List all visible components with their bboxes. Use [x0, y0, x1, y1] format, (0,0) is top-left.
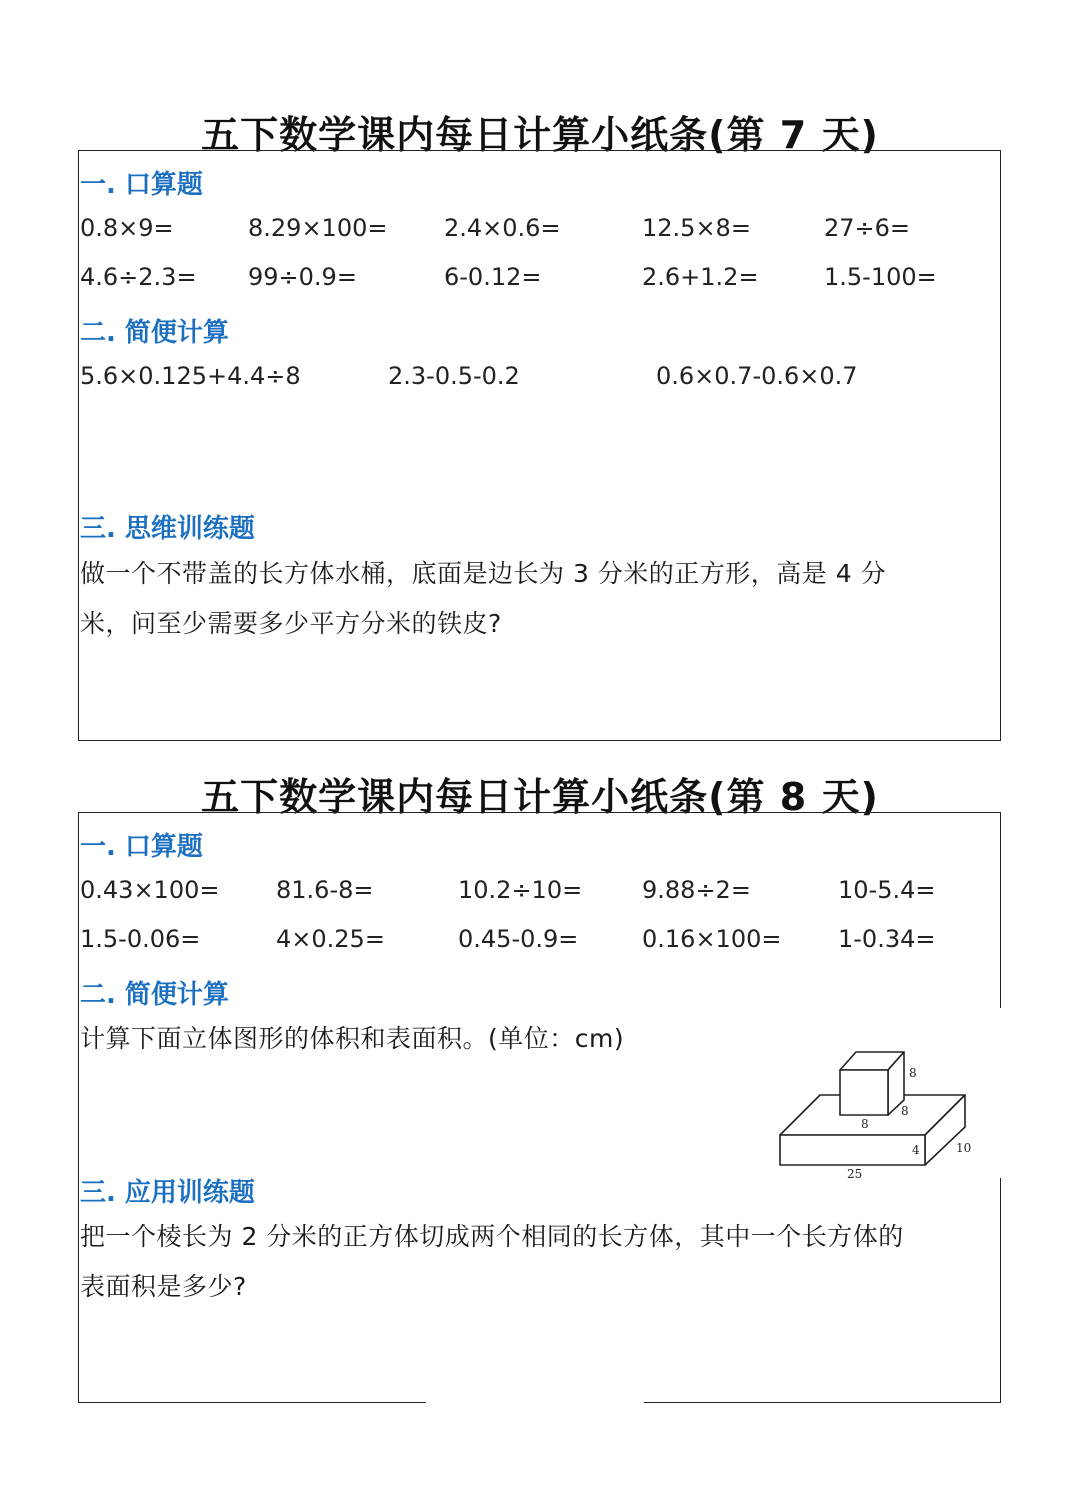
oral-item: 12.5×8=	[642, 214, 751, 242]
oral-item: 1-0.34=	[838, 925, 936, 953]
day7-problem	[80, 549, 1000, 649]
oral-item: 2.6+1.2=	[642, 263, 759, 291]
oral-item: 0.45-0.9=	[458, 925, 579, 953]
label-base-length: 25	[847, 1167, 863, 1181]
day8-oral-row-1	[80, 876, 1000, 910]
oral-item: 6-0.12=	[444, 263, 542, 291]
oral-item: 10-5.4=	[838, 876, 936, 904]
day8-problem	[80, 1212, 1000, 1312]
simple-item: 0.6×0.7-0.6×0.7	[656, 362, 858, 390]
problem-line: 米，问至少需要多少平方分米的铁皮?	[80, 609, 502, 638]
day8-title: 五下数学课内每日计算小纸条(第 8 天)	[201, 775, 879, 819]
oral-item: 99÷0.9=	[248, 263, 357, 291]
day7-title: 五下数学课内每日计算小纸条(第 7 天)	[201, 113, 879, 157]
day7-section-oral: 一. 口算题	[80, 170, 203, 200]
oral-item: 4×0.25=	[276, 925, 385, 953]
oral-item: 1.5-0.06=	[80, 925, 201, 953]
label-cube-depth: 8	[901, 1104, 909, 1118]
oral-item: 0.16×100=	[642, 925, 782, 953]
oral-item: 10.2÷10=	[458, 876, 583, 904]
day7-section-thinking: 三. 思维训练题	[80, 514, 255, 544]
oral-item: 4.6÷2.3=	[80, 263, 197, 291]
day8-section-applied: 三. 应用训练题	[80, 1178, 255, 1208]
cube-front-face	[840, 1070, 888, 1115]
oral-item: 2.4×0.6=	[444, 214, 561, 242]
day8-instruction: 计算下面立体图形的体积和表面积。(单位：cm)	[80, 1024, 625, 1053]
simple-item: 5.6×0.125+4.4÷8	[80, 362, 301, 390]
problem-line: 把一个棱长为 2 分米的正方体切成两个相同的长方体，其中一个长方体的	[80, 1222, 904, 1251]
day7-simple-row	[80, 362, 1000, 396]
day8-oral-row-2	[80, 925, 1000, 959]
label-base-depth: 10	[956, 1141, 972, 1155]
solid-figure-diagram	[770, 1040, 990, 1190]
day8-section-simple: 二. 简便计算	[80, 980, 229, 1010]
label-cube-height: 8	[909, 1066, 917, 1080]
day7-oral-row-1	[80, 214, 1000, 248]
label-cube-width: 8	[861, 1117, 869, 1131]
day7-section-simple: 二. 简便计算	[80, 318, 229, 348]
oral-item: 1.5-100=	[824, 263, 937, 291]
oral-item: 0.8×9=	[80, 214, 174, 242]
border-gap	[426, 1395, 644, 1407]
base-front-face	[780, 1135, 925, 1165]
oral-item: 81.6-8=	[276, 876, 374, 904]
day7-oral-row-2	[80, 263, 1000, 297]
simple-item: 2.3-0.5-0.2	[388, 362, 520, 390]
oral-item: 8.29×100=	[248, 214, 388, 242]
label-base-height: 4	[912, 1143, 920, 1157]
problem-line: 做一个不带盖的长方体水桶，底面是边长为 3 分米的正方形，高是 4 分	[80, 559, 887, 588]
oral-item: 27÷6=	[824, 214, 911, 242]
problem-line: 表面积是多少?	[80, 1272, 247, 1301]
oral-item: 9.88÷2=	[642, 876, 751, 904]
day8-section-oral: 一. 口算题	[80, 832, 203, 862]
oral-item: 0.43×100=	[80, 876, 220, 904]
